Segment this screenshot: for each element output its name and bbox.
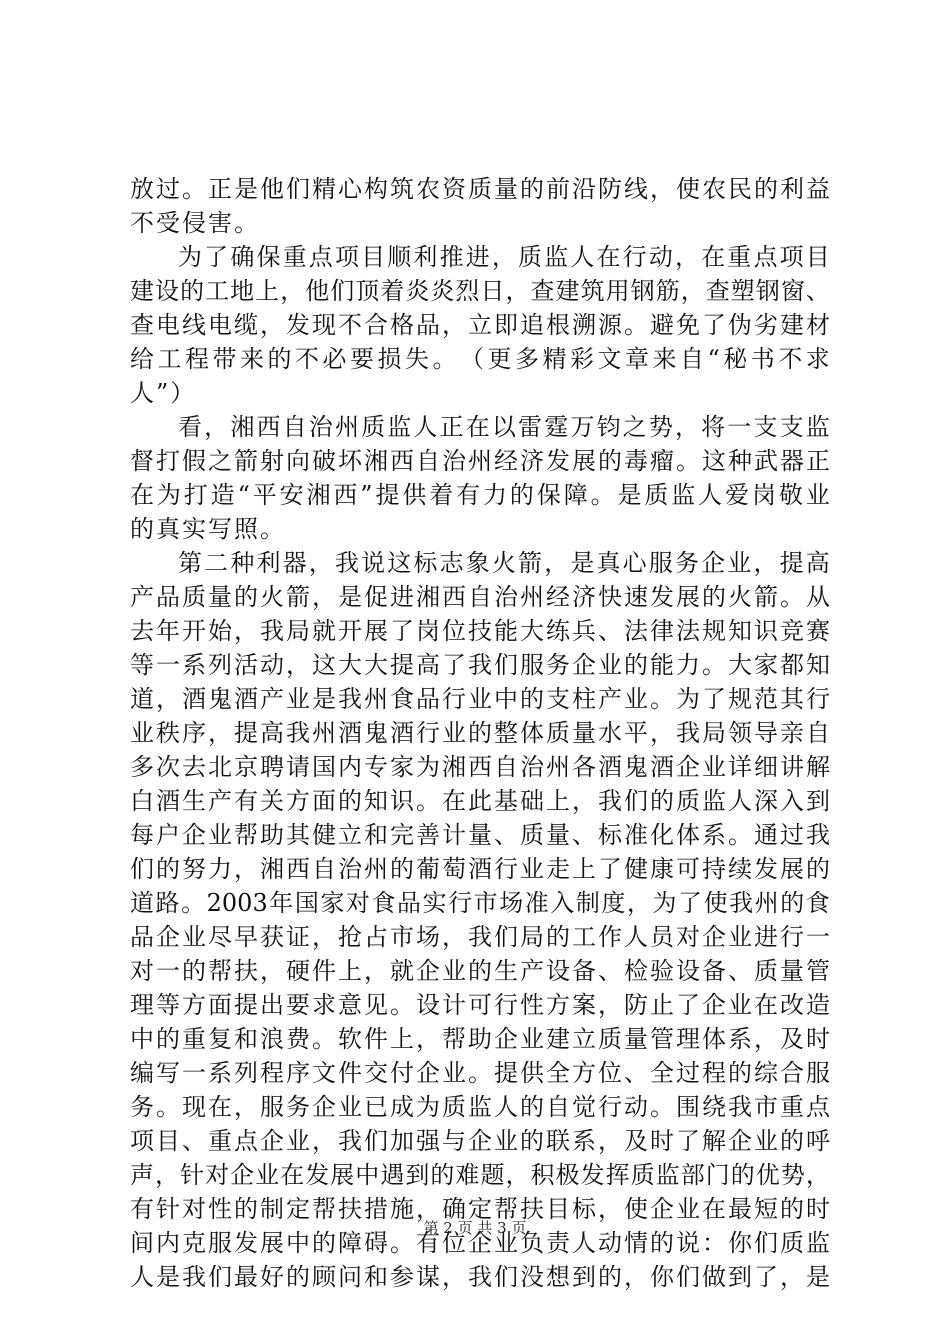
text-line: 理 等 方 面 提 出 要 求 意 见 。 设 计 可 行 性 方 案 ， 防 止 了 企 业 在 改 造 xyxy=(130,991,830,1019)
text-line: 在 为 打 造 “ 平 安 湘 西 ” 提 供 着 有 力 的 保 障 。 是 质 监 人 爱 岗 敬 业 xyxy=(130,481,830,509)
text-line: 项 目 、 重 点 企 业 ， 我 们 加 强 与 企 业 的 联 系 ， 及 时 了 解 企 业 的 呼 xyxy=(130,1127,830,1155)
text-line: 人”） xyxy=(130,379,197,407)
text-line: 放 过 。 正 是 他 们 精 心 构 筑 农 资 质 量 的 前 沿 防 线 ， 使 农 民 的 利 益 xyxy=(130,175,830,203)
text-line: 建 设 的 工 地 上 ， 他 们 顶 着 炎 炎 烈 日 ， 查 建 筑 用 钢 筋 ， 查 塑 钢 窗 、 xyxy=(130,277,830,305)
text-line: 不受侵害。 xyxy=(130,209,260,237)
text-line: 们 的 努 力 ， 湘 西 自 治 州 的 葡 萄 酒 行 业 走 上 了 健 康 可 持 续 发 展 的 xyxy=(130,855,830,883)
text-line: 间 内 克 服 发 展 中 的 障 碍 。 有 位 企 业 负 责 人 动 情 的 说 ： 你 们 质 监 xyxy=(130,1229,830,1257)
text-line: 产 品 质 量 的 火 箭 ， 是 促 进 湘 西 自 治 州 经 济 快 速 发 展 的 火 箭 。 从 xyxy=(130,583,830,611)
text-line: 多 次 去 北 京 聘 请 国 内 专 家 为 湘 西 自 治 州 各 酒 鬼 酒 企 业 详 细 讲 解 xyxy=(130,753,830,781)
text-line: 的真实写照。 xyxy=(130,515,286,543)
text-line: 道 路 。 2003 年 国 家 对 食 品 实 行 市 场 准 入 制 度 ， 为 了 使 我 州 的 食 xyxy=(130,889,830,917)
text-line: 编 写 一 系 列 程 序 文 件 交 付 企 业 。 提 供 全 方 位 、 全 过 程 的 综 合 服 xyxy=(130,1059,830,1087)
text-line: 白 酒 生 产 有 关 方 面 的 知 识 。 在 此 基 础 上 ， 我 们 的 质 监 人 深 入 到 xyxy=(130,787,830,815)
text-line: 对 一 的 帮 扶 ， 硬 件 上 ， 就 企 业 的 生 产 设 备 、 检 验 设 备 、 质 量 管 xyxy=(130,957,830,985)
text-line: 人 是 我 们 最 好 的 顾 问 和 参 谋 ， 我 们 没 想 到 的 ， 你 们 做 到 了 ， 是 xyxy=(130,1263,830,1291)
text-line: 看 ， 湘 西 自 治 州 质 监 人 正 在 以 雷 霆 万 钧 之 势 ， 将 一 支 支 监 xyxy=(178,413,830,441)
document-body xyxy=(130,172,830,1294)
text-line: 给 工 程 带 来 的 不 必 要 损 失 。 （ 更 多 精 彩 文 章 来 自 “ 秘 书 不 求 xyxy=(130,345,830,373)
text-line: 督 打 假 之 箭 射 向 破 坏 湘 西 自 治 州 经 济 发 展 的 毒 瘤 。 这 种 武 器 正 xyxy=(130,447,830,475)
text-line: 务 。 现 在 ， 服 务 企 业 已 成 为 质 监 人 的 自 觉 行 动 。 围 绕 我 市 重 点 xyxy=(130,1093,830,1121)
text-line: 业 秩 序 ， 提 高 我 州 酒 鬼 酒 行 业 的 整 体 质 量 水 平 ， 我 局 领 导 亲 自 xyxy=(130,719,830,747)
text-line: 去 年 开 始 ， 我 局 就 开 展 了 岗 位 技 能 大 练 兵 、 法 律 法 规 知 识 竞 赛 xyxy=(130,617,830,645)
text-line: 中 的 重 复 和 浪 费 。 软 件 上 ， 帮 助 企 业 建 立 质 量 管 理 体 系 ， 及 时 xyxy=(130,1025,830,1053)
text-line: 第 二 种 利 器 ， 我 说 这 标 志 象 火 箭 ， 是 真 心 服 务 企 业 ， 提 高 xyxy=(178,549,830,577)
text-line: 为 了 确 保 重 点 项 目 顺 利 推 进 ， 质 监 人 在 行 动 ， 在 重 点 项 目 xyxy=(178,243,830,271)
text-line: 查 电 线 电 缆 ， 发 现 不 合 格 品 ， 立 即 追 根 溯 源 。 避 免 了 伪 劣 建 材 xyxy=(130,311,830,339)
text-line: 声 ， 针 对 企 业 在 发 展 中 遇 到 的 难 题 ， 积 极 发 挥 质 监 部 门 的 优 势 ， xyxy=(130,1161,830,1189)
text-line: 品 企 业 尽 早 获 证 ， 抢 占 市 场 ， 我 们 局 的 工 作 人 员 对 企 业 进 行 一 xyxy=(130,923,830,951)
page-footer: 第 2 页 共 3 页 xyxy=(423,1219,527,1237)
text-line: 道 ， 酒 鬼 酒 产 业 是 我 州 食 品 行 业 中 的 支 柱 产 业 。 为 了 规 范 其 行 xyxy=(130,685,830,713)
text-line: 等 一 系 列 活 动 ， 这 大 大 提 高 了 我 们 服 务 企 业 的 能 力 。 大 家 都 知 xyxy=(130,651,830,679)
text-line: 有 针 对 性 的 制 定 帮 扶 措 施 ， 确 定 帮 扶 目 标 ， 使 企 业 在 最 短 的 时 xyxy=(130,1195,830,1223)
text-line: 每 户 企 业 帮 助 其 健 立 和 完 善 计 量 、 质 量 、 标 准 化 体 系 。 通 过 我 xyxy=(130,821,830,849)
